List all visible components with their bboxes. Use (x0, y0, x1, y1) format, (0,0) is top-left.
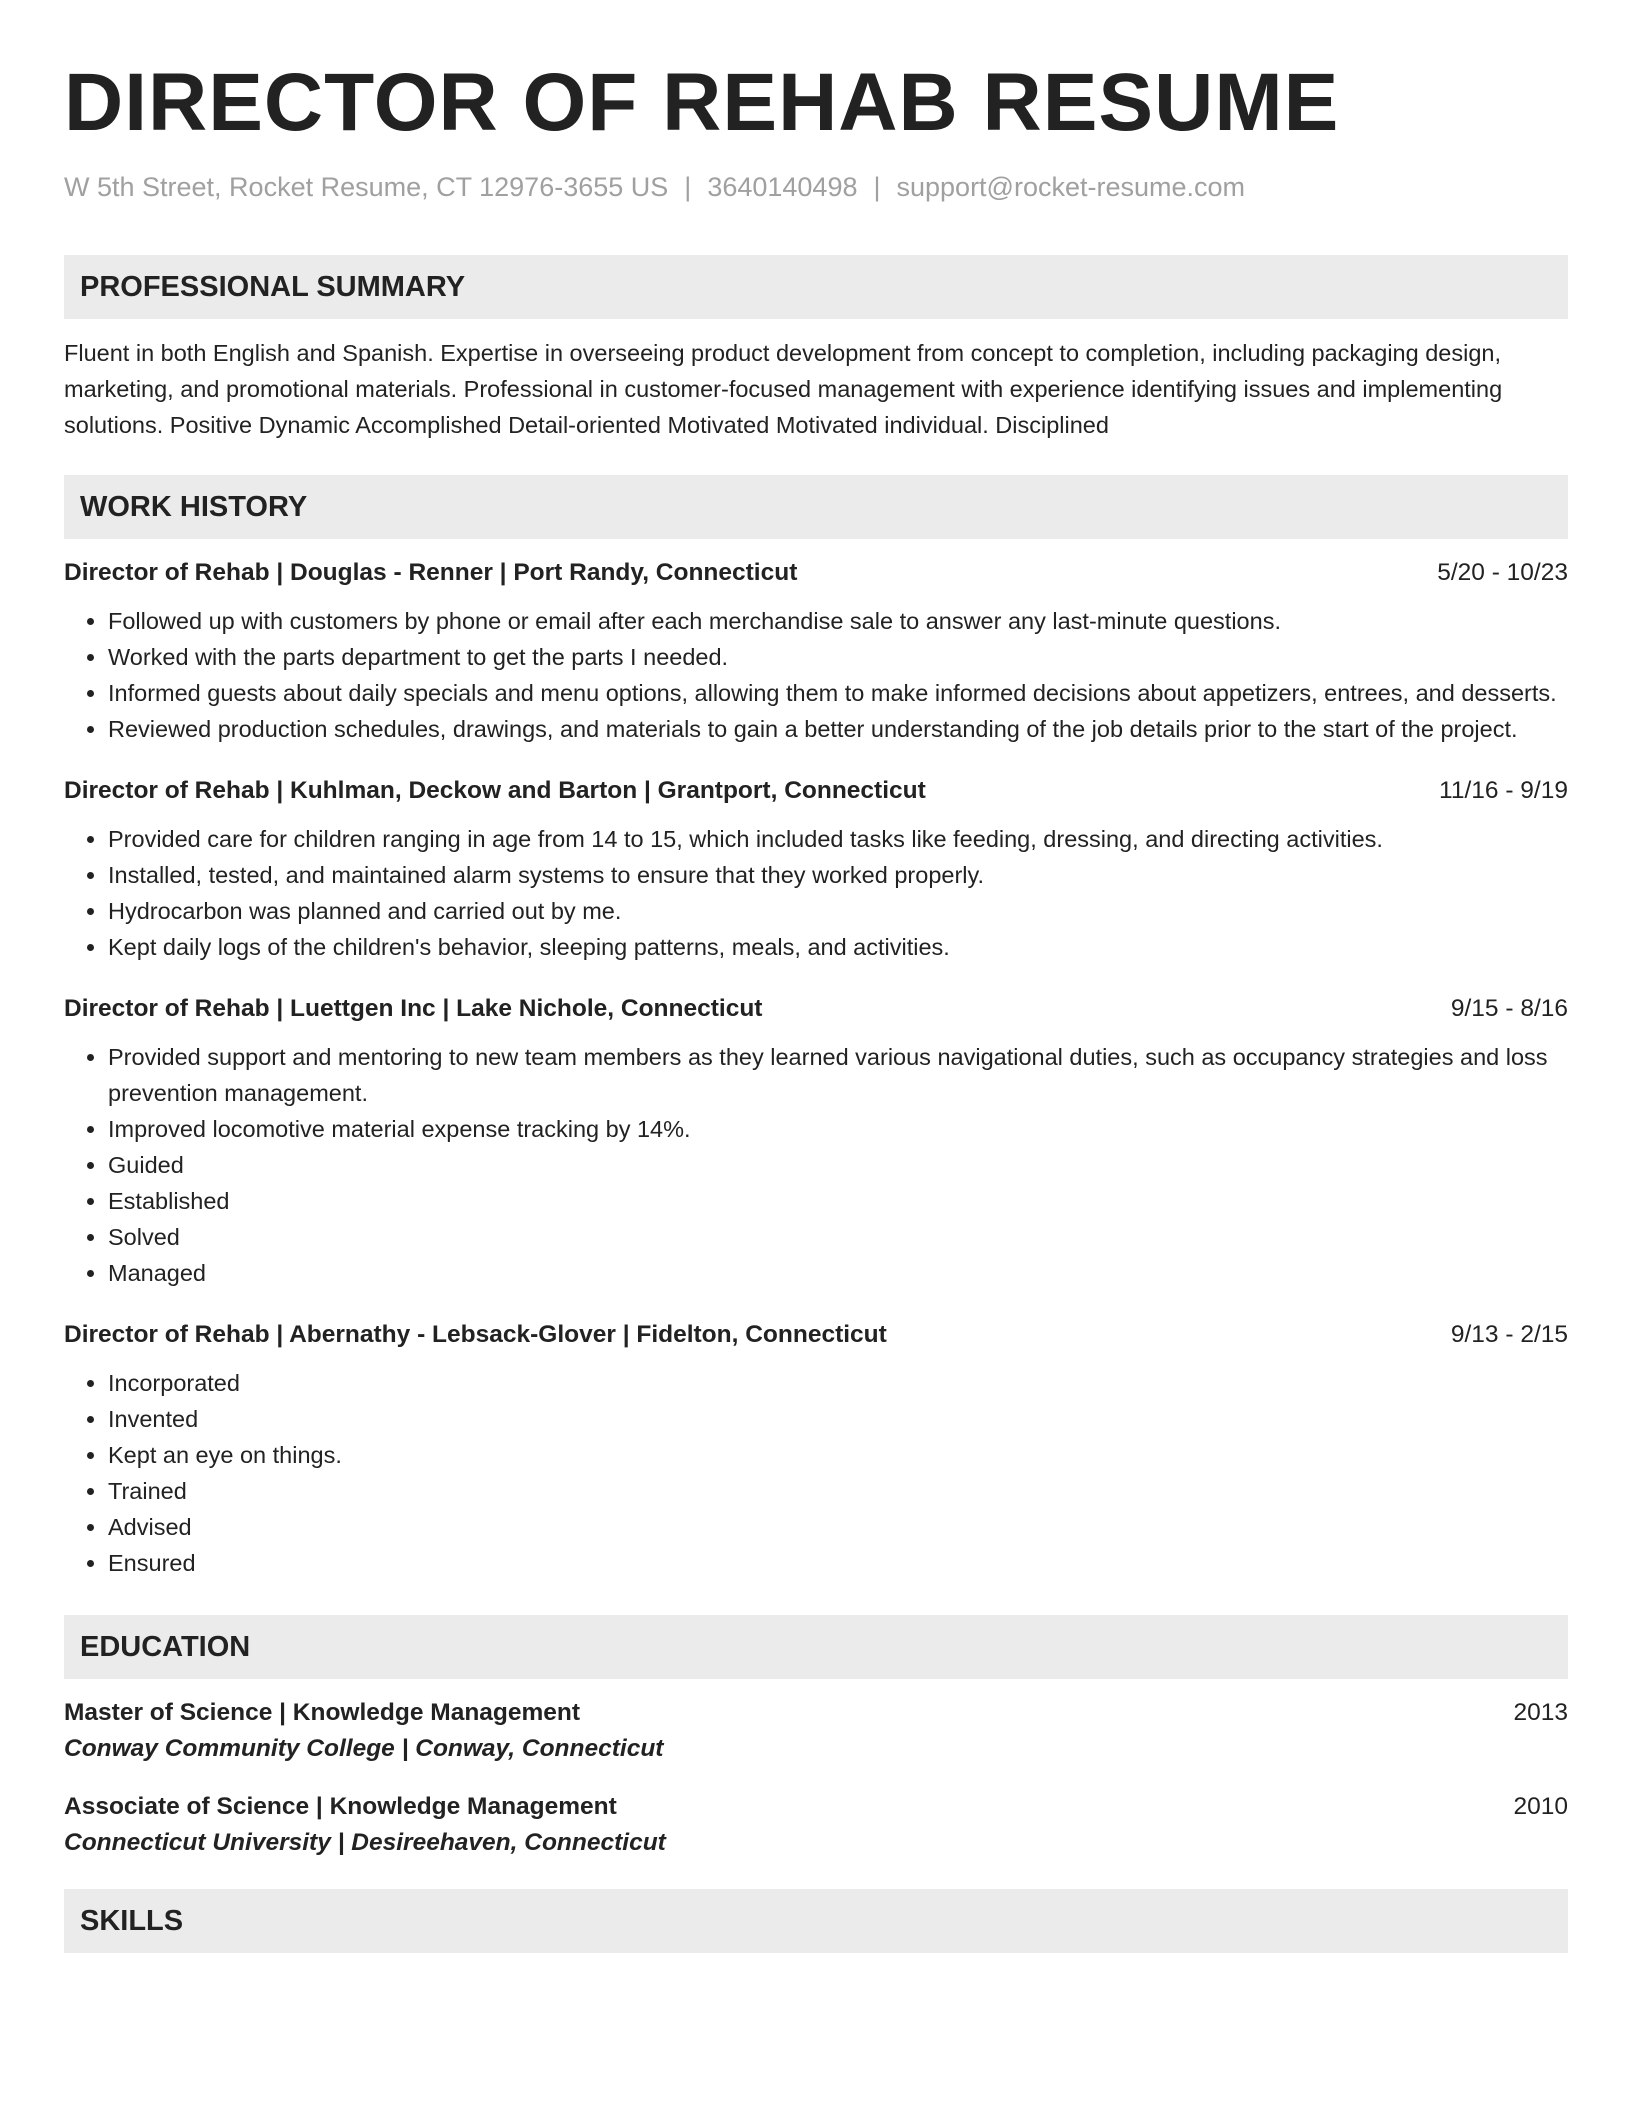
job-entry (64, 1321, 1568, 1581)
job-bullet: • Established (108, 1183, 1568, 1219)
section-heading-education: EDUCATION (64, 1615, 1568, 1679)
job-bullet: • Followed up with customers by phone or email after each merchandise sale to answer any last-minute questions. (108, 603, 1568, 639)
job-bullet: • Trained (108, 1473, 1568, 1509)
contact-address: W 5th Street, Rocket Resume, CT 12976-3655 US (64, 172, 669, 202)
education-year: 2013 (1513, 1699, 1568, 1726)
job-bullet: • Improved locomotive material expense tracking by 14%. (108, 1111, 1568, 1147)
job-bullets (64, 821, 1568, 965)
job-bullet: • Kept daily logs of the children's behavior, sleeping patterns, meals, and activities. (108, 929, 1568, 965)
section-heading-work-history: WORK HISTORY (64, 475, 1568, 539)
job-bullet: • Installed, tested, and maintained alarm systems to ensure that they worked properly. (108, 857, 1568, 893)
job-title: Director of Rehab | Luettgen Inc | Lake Nichole, Connecticut (64, 995, 763, 1022)
job-bullet: • Managed (108, 1255, 1568, 1291)
job-bullet: • Worked with the parts department to get the parts I needed. (108, 639, 1568, 675)
contact-separator: | (873, 172, 881, 202)
job-bullet: • Incorporated (108, 1365, 1568, 1401)
job-bullet: • Ensured (108, 1545, 1568, 1581)
resume-title: DIRECTOR OF REHAB RESUME (64, 57, 1340, 148)
job-title: Director of Rehab | Kuhlman, Deckow and Barton | Grantport, Connecticut (64, 777, 926, 804)
education-school: Conway Community College | Conway, Connecticut (64, 1735, 664, 1762)
job-bullet: • Hydrocarbon was planned and carried out by me. (108, 893, 1568, 929)
education-degree: Master of Science | Knowledge Management (64, 1699, 581, 1726)
education-entry (64, 1793, 1568, 1857)
contact-line (64, 172, 1568, 203)
job-dates: 5/20 - 10/23 (1437, 559, 1568, 586)
job-bullets (64, 1039, 1568, 1291)
job-bullets (64, 603, 1568, 747)
education-entry (64, 1699, 1568, 1763)
job-bullet: • Reviewed production schedules, drawings, and materials to gain a better understanding of the job details prior to the start of the project. (108, 711, 1568, 747)
contact-email: support@rocket-resume.com (896, 172, 1246, 202)
job-bullet: • Advised (108, 1509, 1568, 1545)
job-dates: 9/13 - 2/15 (1450, 1321, 1568, 1348)
job-bullet: • Provided care for children ranging in age from 14 to 15, which included tasks like feeding, dressing, and directing activities. (108, 821, 1568, 857)
job-entry (64, 995, 1568, 1291)
job-bullet: • Guided (108, 1147, 1568, 1183)
section-heading-summary: PROFESSIONAL SUMMARY (64, 255, 1568, 319)
job-bullets (64, 1365, 1568, 1581)
job-title: Director of Rehab | Abernathy - Lebsack-Glover | Fidelton, Connecticut (64, 1321, 887, 1348)
job-bullet: • Provided support and mentoring to new team members as they learned various navigational duties, such as occupancy strategies and loss prevention management. (108, 1039, 1568, 1111)
education-year: 2010 (1513, 1793, 1568, 1820)
job-bullet: • Kept an eye on things. (108, 1437, 1568, 1473)
job-dates: 11/16 - 9/19 (1439, 777, 1568, 804)
job-entry (64, 559, 1568, 747)
summary-text: Fluent in both English and Spanish. Expertise in overseeing product development from concept to completion, including packaging design, marketing, and promotional materials. Professional in customer-focused management with experience identifying issues and implementing solutions. Positive Dynamic Accomplished Detail-oriented Motivated Motivated individual. Disciplined (64, 340, 1503, 438)
education-school: Connecticut University | Desireehaven, Connecticut (64, 1829, 666, 1856)
job-bullet: • Solved (108, 1219, 1568, 1255)
job-bullet: • Informed guests about daily specials and menu options, allowing them to make informed decisions about appetizers, entrees, and desserts. (108, 675, 1568, 711)
job-entry (64, 777, 1568, 965)
job-bullet: • Invented (108, 1401, 1568, 1437)
education-degree: Associate of Science | Knowledge Management (64, 1793, 617, 1820)
contact-phone: 3640140498 (707, 172, 858, 202)
job-dates: 9/15 - 8/16 (1450, 995, 1568, 1022)
job-title: Director of Rehab | Douglas - Renner | Port Randy, Connecticut (64, 559, 798, 586)
contact-separator: | (684, 172, 692, 202)
section-heading-skills: SKILLS (64, 1889, 1568, 1953)
